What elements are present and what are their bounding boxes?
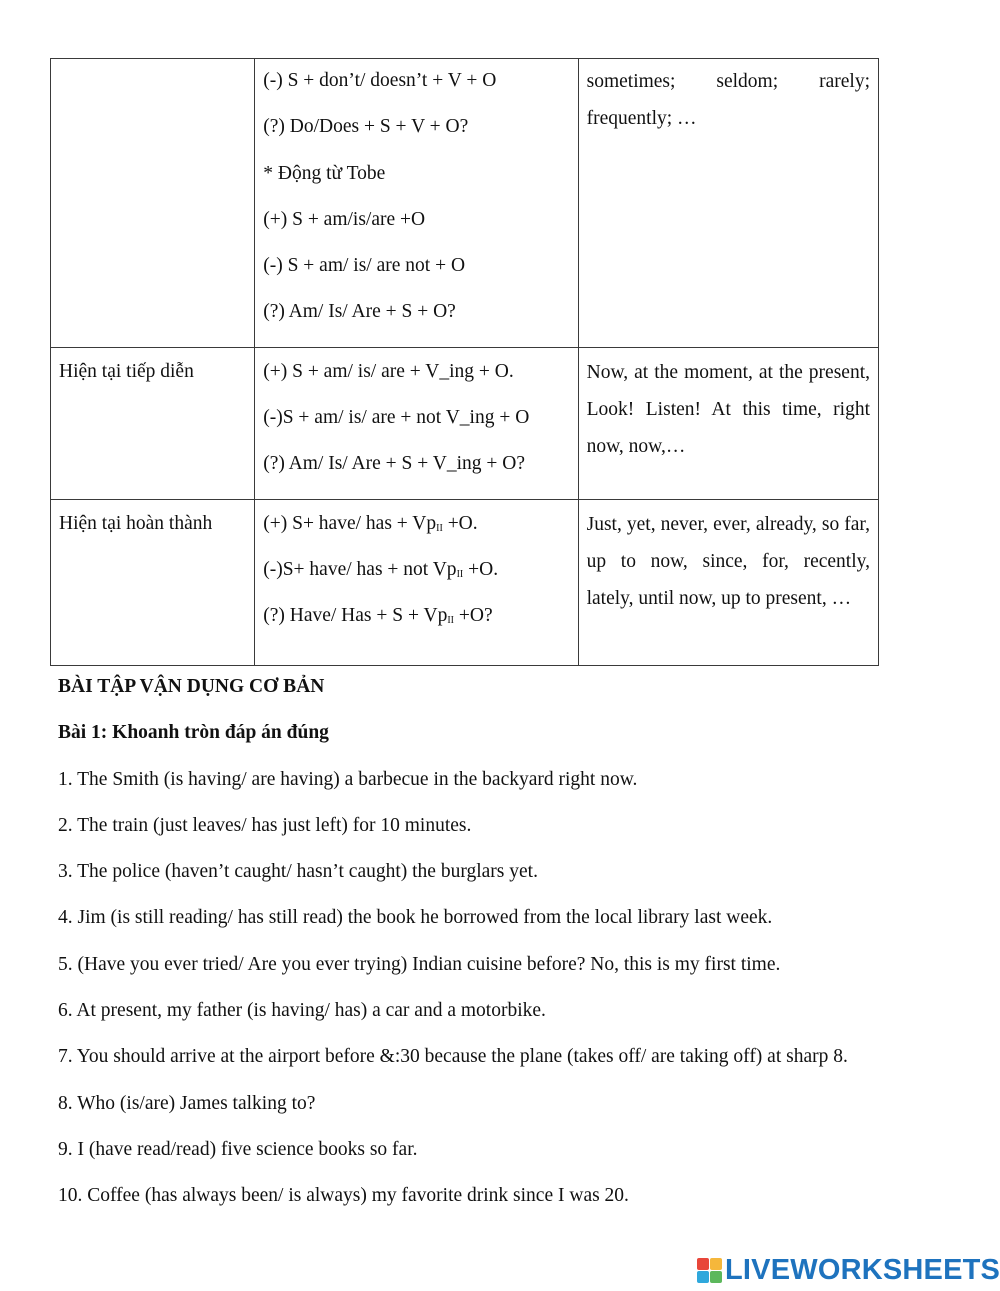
formula-line: * Động từ Tobe	[263, 162, 386, 184]
exercise-item: 10. Coffee (has always been/ is always) my favorite drink since I was 20.	[58, 1185, 629, 1207]
exercise-item: 4. Jim (is still reading/ has still read) the book he borrowed from the local library last week.	[58, 907, 773, 929]
signal-words-cell	[578, 59, 878, 348]
formula-line: (?) Am/ Is/ Are + S + O?	[263, 301, 456, 323]
table-row-present-continuous	[51, 347, 879, 499]
formula-line: (?) Have/ Has + $S + Vp_{II} +O$?	[263, 605, 493, 627]
tense-name-cell	[51, 499, 255, 665]
tense-name: Hiện tại tiếp diễn	[59, 360, 194, 382]
table-row-simple-present	[51, 59, 879, 348]
formula-line: (?) Am/ Is/ Are + S + V_ing + O?	[263, 453, 525, 475]
exercise-item: 9. I (have read/read) five science books so far.	[58, 1138, 418, 1160]
exercise-section	[58, 675, 958, 1231]
logo-square	[697, 1271, 709, 1283]
formula-cell	[255, 59, 578, 348]
signal-words: Now, at the moment, at the present, Look! Listen! At this time, right now, now,…	[586, 361, 870, 457]
logo-square	[710, 1258, 722, 1270]
exercise-item: 8. Who (is/are) James talking to?	[58, 1092, 316, 1114]
table-row-present-perfect	[51, 499, 879, 665]
exercise-item: 1. The Smith (is having/ are having) a barbecue in the backyard right now.	[58, 768, 638, 790]
tense-name-cell	[51, 347, 255, 499]
tense-name	[51, 59, 254, 69]
formula-line: (+) S + am/is/are +O	[263, 208, 426, 230]
exercise-item: 7. You should arrive at the airport before &:30 because the plane (takes off/ are taking off) at sharp 8.	[58, 1046, 848, 1068]
tense-name-cell	[51, 59, 255, 348]
section-heading: BÀI TẬP VẬN DỤNG CƠ BẢN	[58, 676, 325, 697]
signal-words-cell	[578, 347, 878, 499]
tense-name: Hiện tại hoàn thành	[59, 512, 213, 534]
logo-square	[697, 1258, 709, 1270]
logo-square	[710, 1271, 722, 1283]
tense-summary-table	[50, 58, 879, 666]
liveworksheets-brand	[697, 1255, 1000, 1285]
exercise-title: Bài 1: Khoanh tròn đáp án đúng	[58, 722, 329, 744]
exercise-item: 5. (Have you ever tried/ Are you ever trying) Indian cuisine before? No, this is my first time.	[58, 953, 781, 975]
signal-words: Just, yet, never, ever, already, so far, up to now, since, for, recently, lately, until now, up to present, …	[586, 513, 870, 609]
formula-line: (+) S+ have/ has + $Vp_{II} +O$.	[263, 512, 478, 534]
formula-cell	[255, 499, 578, 665]
formula-cell	[255, 347, 578, 499]
exercise-item: 6. At present, my father (is having/ has) a car and a motorbike.	[58, 1000, 546, 1022]
signal-words: sometimes; seldom; rarely; frequently; …	[586, 71, 870, 129]
formula-line: (-)S + am/ is/ are + not V_ing + O	[263, 407, 530, 429]
signal-words-cell	[578, 499, 878, 665]
formula-line: (-) S + don’t/ doesn’t + V + O	[263, 70, 497, 91]
exercise-item: 2. The train (just leaves/ has just left) for 10 minutes.	[58, 814, 472, 836]
formula-line: (?) Do/Does + S + V + O?	[263, 116, 469, 138]
formula-line: (-)S+ have/ has + not $Vp_{II} +O$.	[263, 558, 499, 580]
formula-line: (+) S + am/ is/ are + V_ing + O.	[263, 360, 514, 382]
brand-name: LIVEWORKSHEETS	[725, 1254, 1000, 1286]
formula-line: (-) S + am/ is/ are not + O	[263, 255, 466, 277]
liveworksheets-logo-icon	[697, 1258, 722, 1283]
exercise-item: 3. The police (haven’t caught/ hasn’t caught) the burglars yet.	[58, 861, 538, 883]
